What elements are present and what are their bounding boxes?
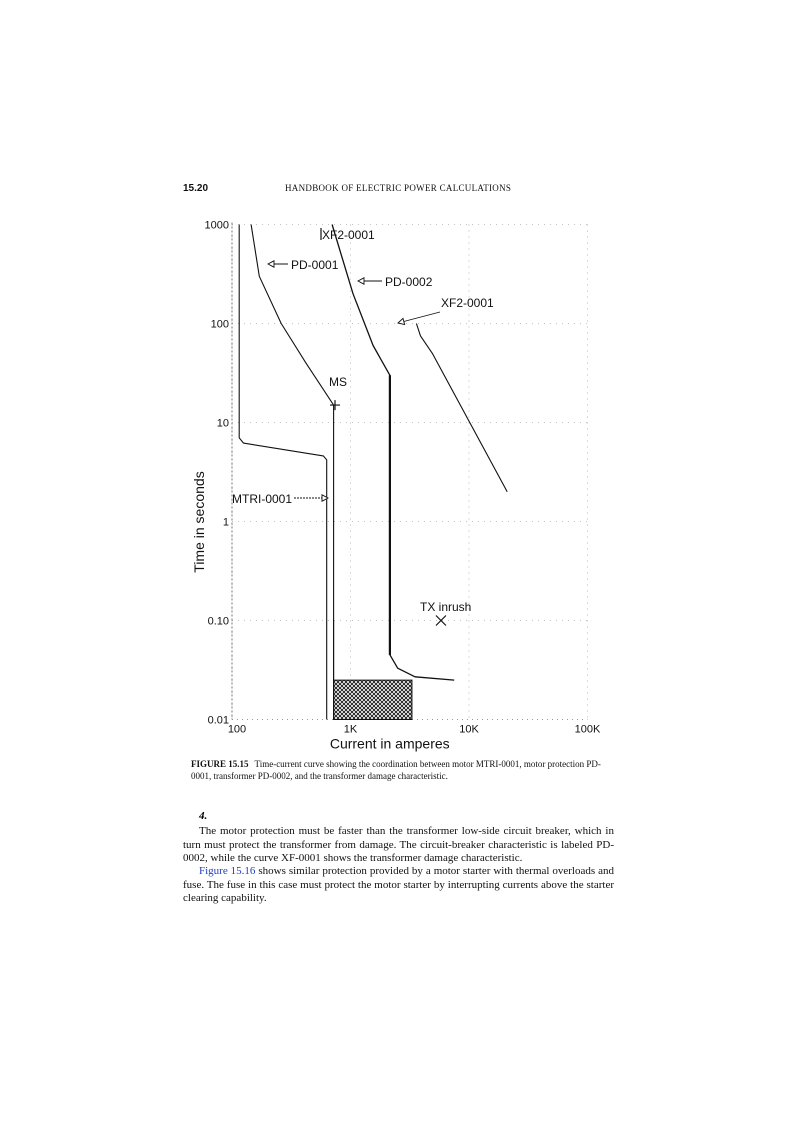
- y-tick-label: 0.01: [207, 714, 229, 727]
- x-axis-title: Current in amperes: [329, 735, 450, 752]
- tx-inrush-marker: [436, 616, 446, 626]
- label-layer: [232, 228, 494, 614]
- paragraph-2-text: shows similar protection provided by a motor starter with thermal overloads and fuse. The fuse in this case must protect the motor starter by interrupting currents above the starter clearing capability.: [183, 865, 614, 905]
- series-line-pd-0001: [251, 225, 334, 720]
- x-tick-label: 100K: [574, 723, 601, 736]
- body-paragraph-2: [183, 865, 614, 906]
- figure-caption: [191, 758, 606, 782]
- label-xf2-right: XF2-0001: [441, 296, 494, 310]
- chart-axes: [191, 220, 601, 752]
- series-line-xf2-0001: [416, 324, 507, 492]
- page-number: 15.20: [183, 183, 209, 194]
- label-pd-0002: PD-0002: [385, 275, 433, 289]
- caption-label: FIGURE 15.15: [191, 759, 249, 769]
- pointer-pd-0001-head: [268, 261, 274, 267]
- label-xf2-top: XF2-0001: [322, 228, 375, 242]
- figure-link[interactable]: Figure 15.16: [199, 865, 256, 877]
- y-tick-label: 10: [216, 417, 229, 430]
- y-tick-label: 1000: [204, 219, 229, 232]
- y-axis-title: Time in seconds: [191, 471, 207, 573]
- caption-text: Time-current curve showing the coordination between motor MTRI-0001, motor protection PD-0001, transformer PD-0002, and the transformer damage characteristic.: [191, 759, 601, 781]
- x-tick-label: 10K: [459, 723, 479, 736]
- pointer-xf2-right-head: [398, 318, 405, 324]
- label-pd-0001: PD-0001: [291, 258, 339, 272]
- body-paragraph-1: The motor protection must be faster than the transformer low-side circuit breaker, which in turn must protect the transformer from damage. The circuit-breaker characteristic is labeled PD-0002, while the curve XF-0001 shows the transformer damage characteristic.: [183, 825, 614, 865]
- running-title: HANDBOOK OF ELECTRIC POWER CALCULATIONS: [285, 183, 512, 193]
- label-tx-inrush: TX inrush: [420, 600, 472, 614]
- y-tick-label: 100: [210, 318, 229, 331]
- label-mtri-0001: MTRI-0001: [232, 492, 293, 506]
- label-ms: MS: [329, 375, 347, 389]
- series-line-mtri-0001: [239, 225, 327, 720]
- step-number: 4.: [199, 810, 208, 822]
- y-tick-label: 1: [222, 516, 229, 529]
- y-tick-label: 0.10: [207, 615, 229, 628]
- pointer-xf2-right-line: [398, 312, 440, 323]
- x-tick-label: 100: [227, 723, 247, 736]
- grid-lines: [232, 225, 588, 720]
- pointer-pd-0002-head: [358, 278, 364, 284]
- x-tick-label: 1K: [343, 723, 358, 736]
